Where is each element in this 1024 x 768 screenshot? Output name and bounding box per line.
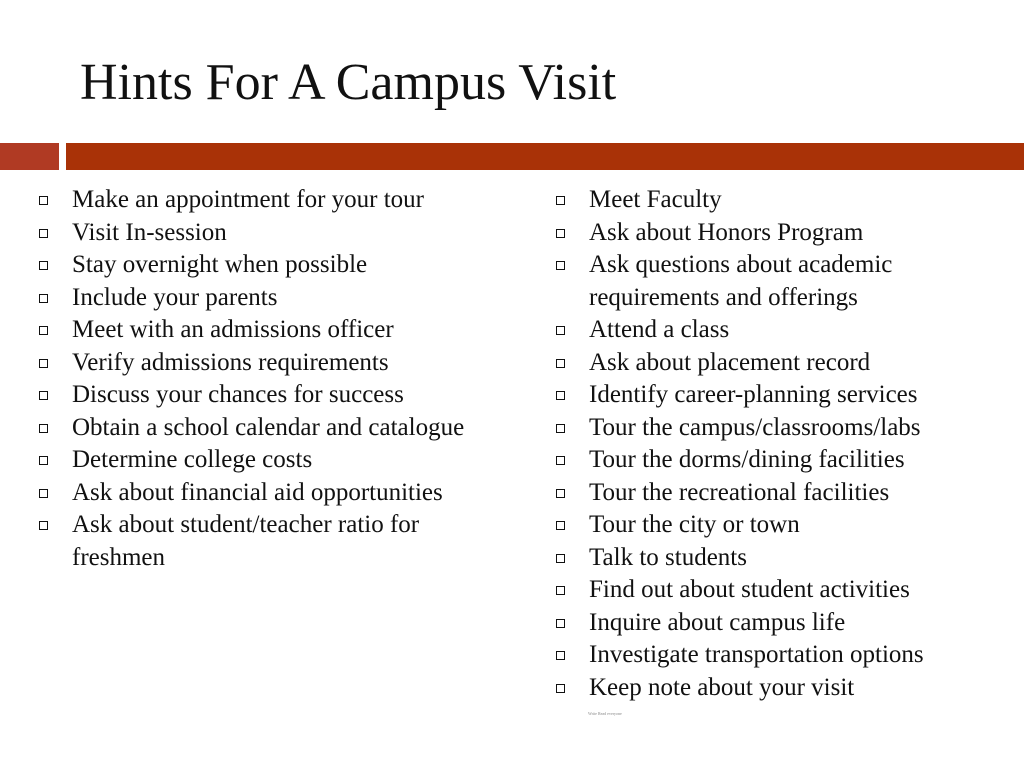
accent-bar-left xyxy=(0,143,59,170)
list-item-text: Meet Faculty xyxy=(589,186,722,213)
square-bullet-icon xyxy=(556,489,565,498)
list-item xyxy=(553,574,1018,607)
square-bullet-icon xyxy=(556,586,565,595)
list-item xyxy=(553,672,1018,705)
square-bullet-icon xyxy=(39,391,48,400)
list-item-text: Ask about placement record xyxy=(589,348,871,376)
list-item xyxy=(553,379,1018,412)
list-item-text: Obtain a school calendar and catalogue xyxy=(72,413,465,441)
square-bullet-icon xyxy=(39,326,48,335)
slide-title: Hints For A Campus Visit xyxy=(80,54,617,111)
list-item xyxy=(36,249,506,282)
square-bullet-icon xyxy=(556,684,565,693)
square-bullet-icon xyxy=(556,554,565,563)
list-item-text: Meet with an admissions officer xyxy=(72,316,394,343)
list-item-text: Find out about student activities xyxy=(589,576,910,603)
square-bullet-icon xyxy=(556,521,565,530)
right-bullet-list xyxy=(553,184,1018,704)
list-item xyxy=(36,217,506,250)
square-bullet-icon xyxy=(39,261,48,270)
list-item-text: Attend a class xyxy=(589,316,730,343)
list-item xyxy=(553,444,1018,477)
list-item xyxy=(553,217,1018,250)
list-item-text: Include your parents xyxy=(72,283,278,311)
list-item-text: Tour the recreational facilities xyxy=(589,478,890,506)
square-bullet-icon xyxy=(556,326,565,335)
square-bullet-icon xyxy=(39,521,48,530)
list-item xyxy=(553,314,1018,347)
square-bullet-icon xyxy=(39,229,48,238)
list-item-text: Stay overnight when possible xyxy=(72,251,368,278)
list-item xyxy=(36,347,506,380)
list-item-text: Visit In-session xyxy=(72,218,227,246)
list-item xyxy=(36,184,506,217)
list-item-text: Keep note about your visit xyxy=(589,673,855,701)
list-item-text: Ask about student/teacher ratio for freshmen xyxy=(72,511,420,571)
list-item-text: Tour the city or town xyxy=(589,511,800,538)
list-item xyxy=(36,282,506,315)
list-item xyxy=(553,184,1018,217)
list-item-text: Tour the dorms/dining facilities xyxy=(589,446,905,473)
list-item xyxy=(553,607,1018,640)
list-item-text: Ask about financial aid opportunities xyxy=(72,478,443,506)
square-bullet-icon xyxy=(556,651,565,660)
list-item-text: Discuss your chances for success xyxy=(72,381,404,408)
list-item-text: Talk to students xyxy=(589,543,747,571)
square-bullet-icon xyxy=(39,456,48,465)
list-item xyxy=(553,347,1018,380)
list-item-text: Determine college costs xyxy=(72,446,313,473)
list-item xyxy=(36,314,506,347)
square-bullet-icon xyxy=(556,196,565,205)
list-item xyxy=(553,412,1018,445)
square-bullet-icon xyxy=(39,489,48,498)
list-item xyxy=(36,379,506,412)
footer-note: Write Read everyone xyxy=(588,711,622,716)
square-bullet-icon xyxy=(39,359,48,368)
list-item xyxy=(553,249,1018,314)
list-item xyxy=(553,542,1018,575)
list-item-text: Ask questions about academic requirements and offerings xyxy=(589,251,893,311)
square-bullet-icon xyxy=(556,424,565,433)
square-bullet-icon xyxy=(556,229,565,238)
list-item xyxy=(553,639,1018,672)
square-bullet-icon xyxy=(39,424,48,433)
square-bullet-icon xyxy=(556,359,565,368)
list-item-text: Inquire about campus life xyxy=(589,608,846,636)
accent-bar-right xyxy=(66,143,1024,170)
list-item xyxy=(553,477,1018,510)
square-bullet-icon xyxy=(39,294,48,303)
square-bullet-icon xyxy=(556,391,565,400)
list-item xyxy=(36,477,506,510)
list-item-text: Ask about Honors Program xyxy=(589,218,864,246)
list-item-text: Tour the campus/classrooms/labs xyxy=(589,413,921,441)
list-item xyxy=(36,509,506,574)
list-item xyxy=(36,444,506,477)
square-bullet-icon xyxy=(556,619,565,628)
square-bullet-icon xyxy=(556,456,565,465)
list-item-text: Investigate transportation options xyxy=(589,641,924,668)
list-item xyxy=(553,509,1018,542)
list-item-text: Verify admissions requirements xyxy=(72,348,389,376)
list-item-text: Make an appointment for your tour xyxy=(72,186,424,213)
left-bullet-list xyxy=(36,184,506,574)
square-bullet-icon xyxy=(556,261,565,270)
list-item xyxy=(36,412,506,445)
list-item-text: Identify career-planning services xyxy=(589,381,918,408)
square-bullet-icon xyxy=(39,196,48,205)
